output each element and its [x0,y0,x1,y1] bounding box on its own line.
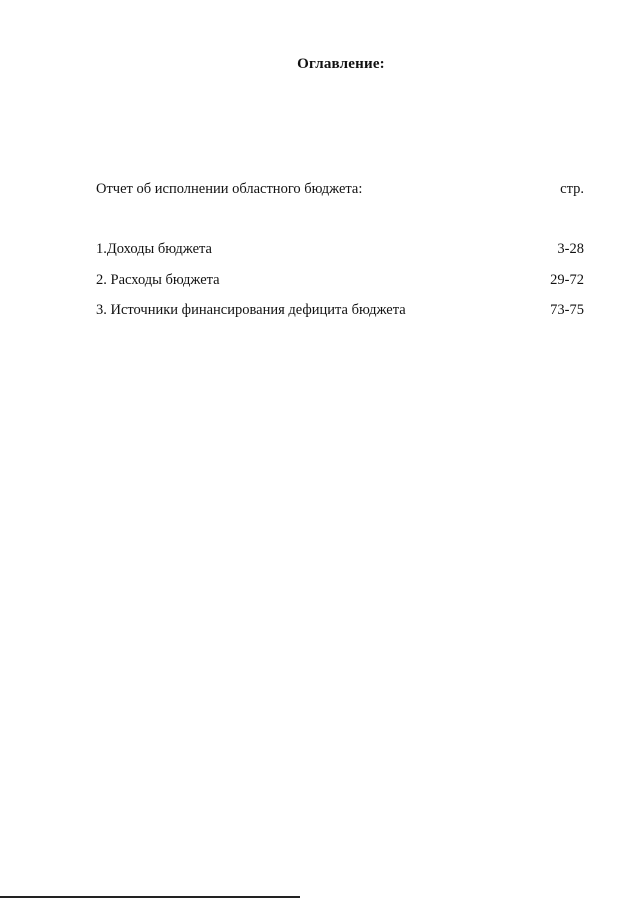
toc-pages-label: стр. [560,181,584,197]
toc-item-label: 1.Доходы бюджета [96,241,212,257]
page-title: Оглавление: [297,56,385,72]
toc-item [96,241,584,258]
toc-item-label: 3. Источники финансирования дефицита бюджета [96,302,406,318]
toc-item-pages: 3-28 [557,241,584,257]
toc-item [96,272,584,289]
toc-item-pages: 73-75 [550,302,584,318]
bottom-divider [0,896,300,898]
toc-header [96,181,584,198]
toc-item [96,302,584,319]
toc-item-pages: 29-72 [550,272,584,288]
toc-header-label: Отчет об исполнении областного бюджета: [96,181,363,197]
toc-item-label: 2. Расходы бюджета [96,272,220,288]
